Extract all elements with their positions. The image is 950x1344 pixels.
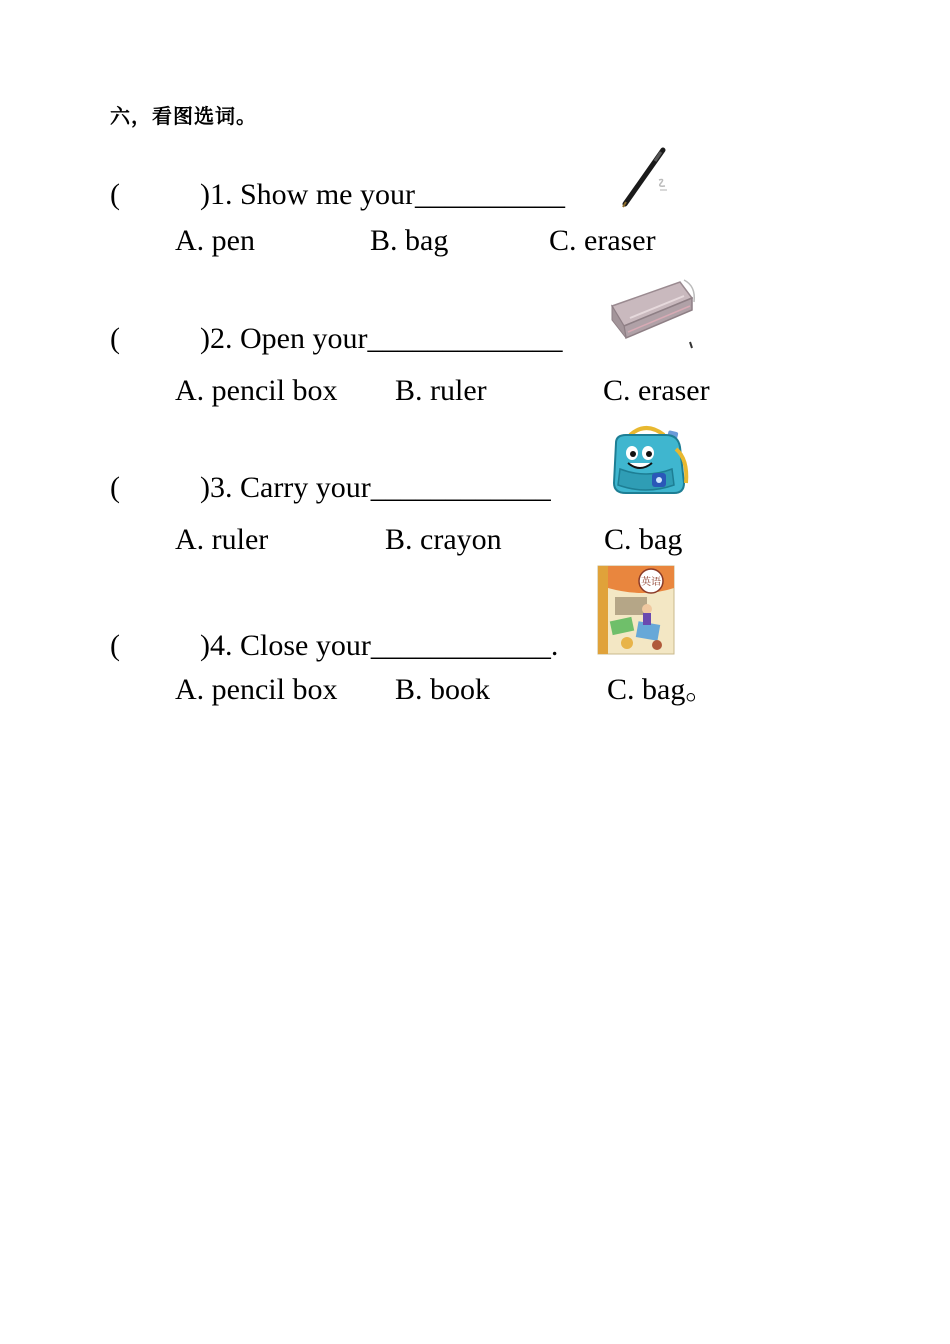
option-c[interactable]: C. eraser <box>549 224 656 257</box>
question-stem: )3. Carry your____________ <box>200 471 551 504</box>
option-c[interactable]: C. bag。 <box>607 673 716 706</box>
answer-paren[interactable]: ( <box>110 471 120 504</box>
question-stem: )4. Close your____________. <box>200 629 559 662</box>
pencil-box-icon <box>606 276 698 350</box>
answer-paren[interactable]: ( <box>110 322 120 355</box>
book-title: 英语 <box>641 577 661 588</box>
pen-icon <box>615 146 675 210</box>
option-c[interactable]: C. eraser <box>603 374 710 407</box>
option-a[interactable]: A. pencil box <box>175 673 338 706</box>
english-book-icon <box>597 565 675 655</box>
answer-paren[interactable]: ( <box>110 629 120 662</box>
question-stem: )2. Open your_____________ <box>200 322 563 355</box>
option-b[interactable]: B. book <box>395 673 491 706</box>
option-a[interactable]: A. pencil box <box>175 374 338 407</box>
option-a[interactable]: A. pen <box>175 224 255 257</box>
answer-paren[interactable]: ( <box>110 178 120 211</box>
section-heading: 六，看图选词。 <box>110 104 257 128</box>
option-a[interactable]: A. ruler <box>175 523 269 556</box>
option-b[interactable]: B. ruler <box>395 374 487 407</box>
option-b[interactable]: B. crayon <box>385 523 502 556</box>
question-stem: )1. Show me your__________ <box>200 178 565 211</box>
option-c[interactable]: C. bag <box>604 523 683 556</box>
option-b[interactable]: B. bag <box>370 224 449 257</box>
school-bag-icon <box>606 425 692 497</box>
